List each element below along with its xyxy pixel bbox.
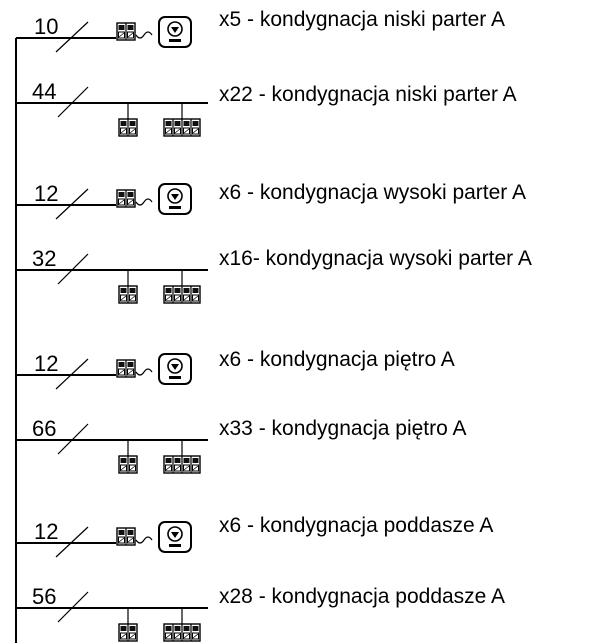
wire-count-label: 32 (32, 246, 57, 271)
socket-label-bar (169, 544, 181, 547)
row-description: x33 - kondygnacja piętro A (219, 417, 467, 440)
module-row (16, 79, 517, 136)
terminal-cell-top (184, 121, 190, 126)
wire-count-label: 66 (32, 416, 57, 441)
row-description: x22 - kondygnacja niski parter A (219, 83, 517, 106)
wire-count-label: 44 (32, 79, 57, 104)
terminal-cell-top (119, 25, 125, 30)
terminal-cell-top (130, 288, 136, 293)
terminal-cell-top (121, 121, 127, 126)
wire-count-label: 10 (34, 14, 59, 39)
socket-row (16, 514, 493, 557)
wire-count-label: 12 (34, 181, 59, 206)
row-description: x5 - kondygnacja niski parter A (219, 8, 505, 31)
terminal-cell-top (119, 192, 125, 197)
terminal-cell-top (193, 288, 199, 293)
row-description: x6 - kondygnacja poddasze A (219, 514, 494, 537)
socket-row (16, 348, 455, 389)
terminal-cell-top (184, 458, 190, 463)
terminal-cell-top (166, 288, 172, 293)
terminal-cell-top (184, 288, 190, 293)
terminal-cell-top (175, 458, 181, 463)
socket-row (16, 8, 505, 52)
terminal-cell-top (175, 121, 181, 126)
terminal-cell-top (193, 458, 199, 463)
terminal-cell-top (128, 530, 134, 535)
terminal-cell-top (175, 626, 181, 631)
patch-link (136, 199, 152, 205)
row-description: x6 - kondygnacja piętro A (219, 348, 455, 371)
terminal-cell-top (166, 626, 172, 631)
terminal-cell-top (184, 626, 190, 631)
socket-row (16, 181, 526, 219)
terminal-cell-top (130, 626, 136, 631)
row-description: x28 - kondygnacja poddasze A (219, 585, 506, 608)
terminal-cell-top (175, 288, 181, 293)
socket-label-bar (169, 206, 181, 209)
terminal-cell-top (128, 362, 134, 367)
module-row (16, 416, 467, 473)
terminal-cell-top (166, 458, 172, 463)
module-row (16, 584, 505, 641)
socket-label-bar (169, 39, 181, 42)
terminal-cell-top (193, 626, 199, 631)
terminal-cell-top (121, 458, 127, 463)
socket-label-bar (169, 376, 181, 379)
terminal-cell-top (119, 362, 125, 367)
patch-link (136, 32, 152, 38)
terminal-cell-top (121, 288, 127, 293)
patch-link (136, 369, 152, 375)
terminal-cell-top (128, 192, 134, 197)
terminal-cell-top (193, 121, 199, 126)
row-description: x16- kondygnacja wysoki parter A (219, 247, 532, 270)
terminal-cell-top (130, 458, 136, 463)
wire-count-label: 12 (34, 519, 59, 544)
terminal-cell-top (121, 626, 127, 631)
terminal-cell-top (128, 25, 134, 30)
patch-link (136, 537, 152, 543)
terminal-cell-top (166, 121, 172, 126)
row-description: x6 - kondygnacja wysoki parter A (219, 181, 526, 204)
wire-count-label: 12 (34, 351, 59, 376)
wire-count-label: 56 (32, 584, 57, 609)
module-row (16, 246, 532, 303)
terminal-cell-top (130, 121, 136, 126)
terminal-cell-top (119, 530, 125, 535)
